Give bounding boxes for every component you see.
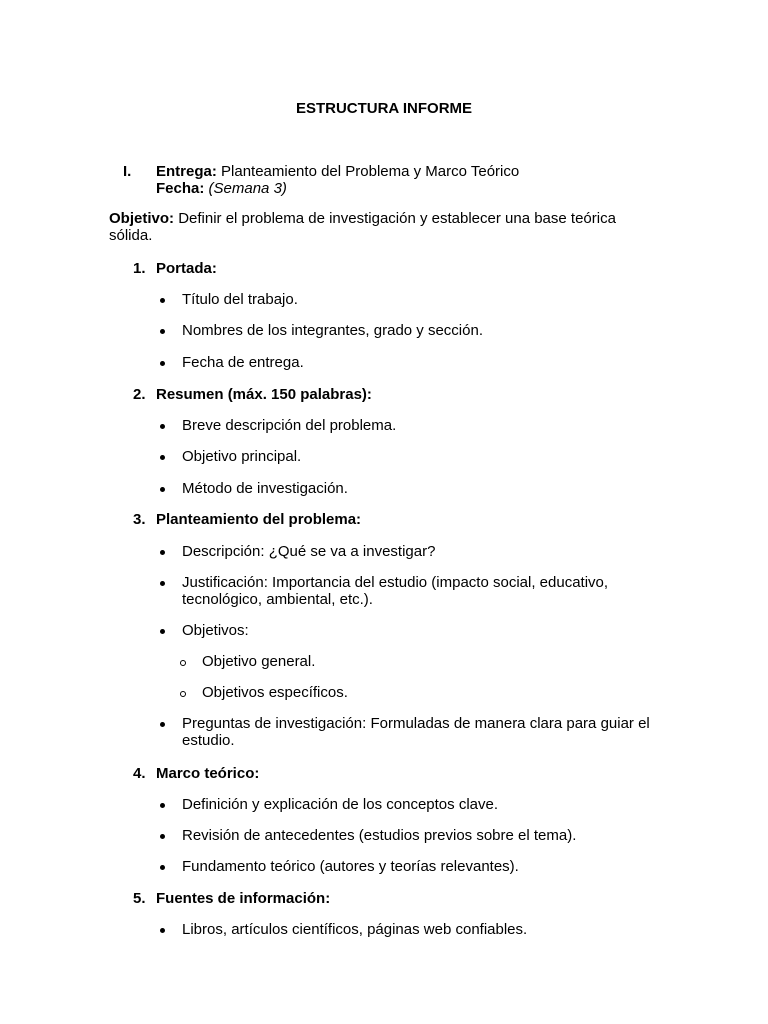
bullet-dot — [160, 455, 165, 460]
list-item: Descripción: ¿Qué se va a investigar? — [182, 543, 436, 560]
list-item: Libros, artículos científicos, páginas web confiables. — [182, 921, 528, 938]
list-item: Preguntas de investigación: Formuladas de manera clara para guiar el estudio. — [182, 715, 650, 749]
entrega-line — [156, 163, 519, 180]
list-item: Objetivo principal. — [182, 448, 302, 465]
section-heading: Portada: — [156, 260, 217, 277]
bullet-dot — [160, 629, 165, 634]
section-heading: Resumen (máx. 150 palabras): — [156, 386, 372, 403]
list-item: Nombres de los integrantes, grado y sección. — [182, 322, 483, 339]
objective-label: Objetivo: — [109, 210, 175, 227]
section-number: 5. — [133, 890, 146, 907]
bullet-dot — [160, 487, 165, 492]
fecha-value: (Semana 3) — [208, 180, 287, 197]
list-item: Objetivos: — [182, 622, 249, 639]
bullet-dot — [160, 424, 165, 429]
section-number: 4. — [133, 765, 146, 782]
sub-list-item: Objetivo general. — [202, 653, 316, 670]
list-item: Revisión de antecedentes (estudios previos sobre el tema). — [182, 827, 577, 844]
list-item: Fundamento teórico (autores y teorías relevantes). — [182, 858, 519, 875]
bullet-dot — [160, 803, 165, 808]
list-item: Fecha de entrega. — [182, 354, 304, 371]
bullet-dot — [160, 722, 165, 727]
bullet-dot — [160, 550, 165, 555]
objective-text: Definir el problema de investigación y establecer una base teórica sólida. — [109, 210, 616, 244]
fecha-label: Fecha: — [156, 180, 205, 197]
fecha-line — [156, 180, 287, 197]
section-number: 1. — [133, 260, 146, 277]
objective-paragraph — [109, 210, 649, 244]
list-item: Método de investigación. — [182, 480, 348, 497]
sub-bullet-circle — [180, 691, 186, 697]
list-item: Justificación: Importancia del estudio (impacto social, educativo, tecnológico, ambiental, etc.). — [182, 574, 609, 608]
section-heading: Fuentes de información: — [156, 890, 331, 907]
sub-list-item: Objetivos específicos. — [202, 684, 348, 701]
list-item: Definición y explicación de los conceptos clave. — [182, 796, 499, 813]
list-item: Breve descripción del problema. — [182, 417, 397, 434]
bullet-dot — [160, 834, 165, 839]
sub-bullet-circle — [180, 660, 186, 666]
bullet-dot — [160, 865, 165, 870]
bullet-dot — [160, 361, 165, 366]
roman-numeral: I. — [123, 163, 132, 180]
document-title: ESTRUCTURA INFORME — [295, 100, 473, 117]
section-number: 2. — [133, 386, 146, 403]
section-number: 3. — [133, 511, 146, 528]
section-heading: Marco teórico: — [156, 765, 260, 782]
bullet-dot — [160, 298, 165, 303]
entrega-label: Entrega: — [156, 163, 217, 180]
bullet-dot — [160, 581, 165, 586]
list-item: Título del trabajo. — [182, 291, 298, 308]
bullet-dot — [160, 928, 165, 933]
section-heading: Planteamiento del problema: — [156, 511, 362, 528]
bullet-dot — [160, 329, 165, 334]
entrega-value: Planteamiento del Problema y Marco Teórico — [221, 163, 520, 180]
